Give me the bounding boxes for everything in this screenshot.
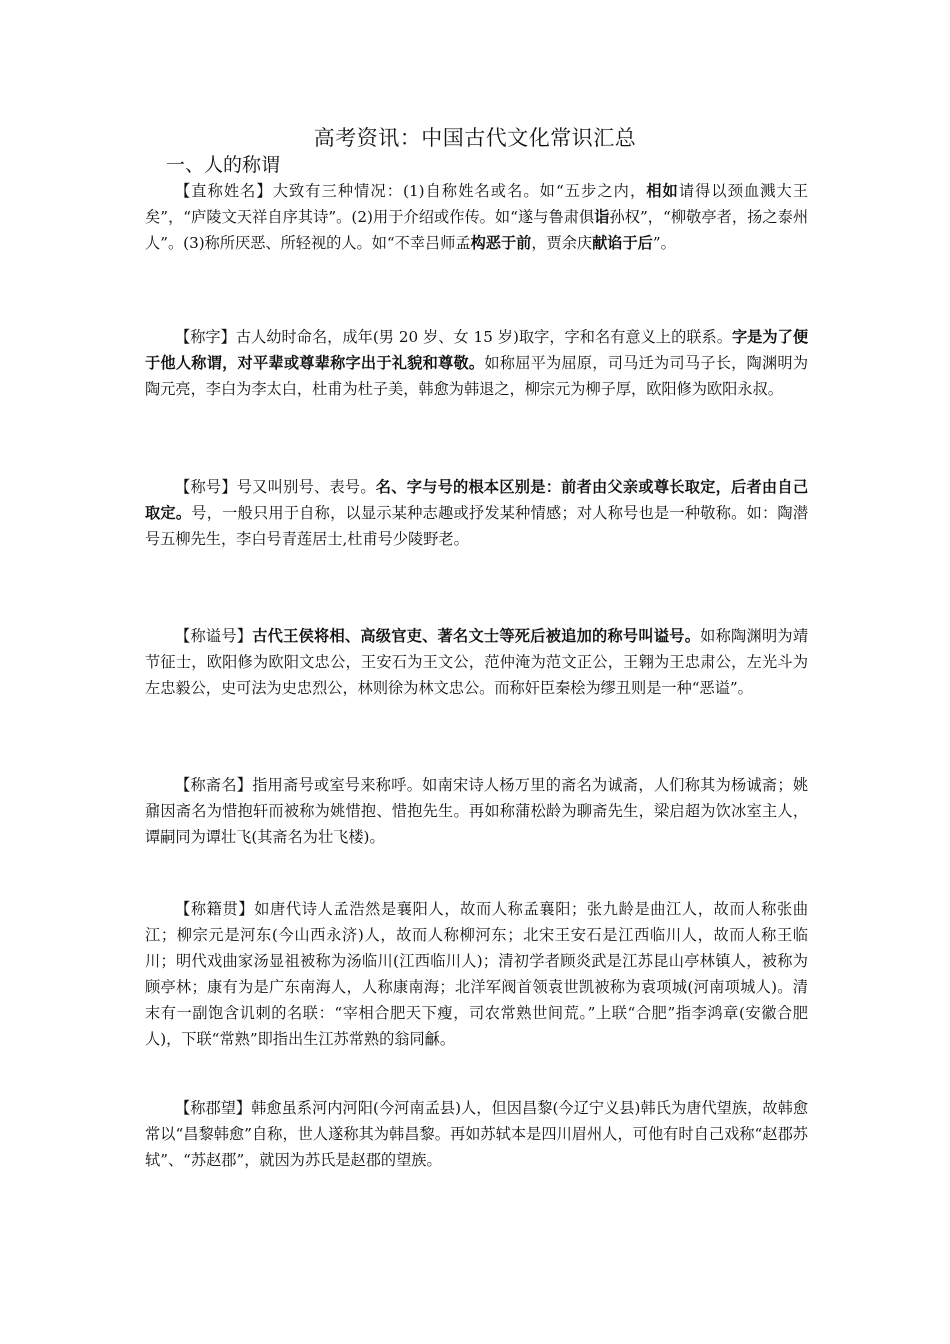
paragraph-direct-name <box>145 178 808 256</box>
paragraph-courtesy-name <box>145 324 808 402</box>
emphasis-text: 古代王侯将相、高级官吏、著名文士等死后被追加的称号叫谥号。 <box>252 627 701 645</box>
paragraph-text: ”。 <box>652 234 676 252</box>
document-title: 高考资讯：中国古代文化常识汇总 <box>313 126 637 150</box>
paragraph-text: ，贾余庆 <box>531 234 593 252</box>
paragraph-art-name <box>145 474 808 552</box>
paragraph-text: 请得以颈血溅大王矣”，“庐陵文天祥自序其诗”。(2)用于介绍或作传。如“遂与鲁肃俱 <box>145 182 809 226</box>
paragraph-text: 如称屈平为屈原，司马迁为司马子长，陶渊明为陶元亮，李白为李太白，杜甫为杜子美，韩愈为韩退之，柳宗元为柳子厚，欧阳修为欧阳永叔。 <box>145 354 809 398</box>
emphasis-text: 相如 <box>646 182 679 200</box>
emphasis-text: 献谄于后 <box>592 234 653 252</box>
paragraph-text: 如称陶渊明为靖节征士，欧阳修为欧阳文忠公，王安石为王文公，范仲淹为范文正公，王翱为王忠肃公，左光斗为左忠毅公，史可法为史忠烈公，林则徐为林文忠公。而称奸臣秦桧为缪丑则是一种“恶谥”。 <box>145 627 809 697</box>
paragraph-text: 号，一般只用于自称，以显示某种志趣或抒发某种情感；对人称号也是一种敬称。如：陶潜号五柳先生，李白号青莲居士,杜甫号少陵野老。 <box>145 504 809 548</box>
paragraph-text: 大致有三种情况：(1)自称姓名或名。如“五步之内， <box>272 182 647 200</box>
paragraph-clan-origin <box>145 1095 808 1173</box>
paragraph-text: 古人幼时命名，成年(男 20 岁、女 15 岁)取字，字和名有意义上的联系。 <box>235 328 732 346</box>
paragraph-studio-name <box>145 772 808 850</box>
paragraph-posthumous-name <box>145 623 808 701</box>
emphasis-text: 构恶于前 <box>470 234 532 252</box>
paragraph-text: 指用斋号或室号来称呼。如南宋诗人杨万里的斋名为诚斋，人们称其为杨诚斋；姚鼐因斋名为惜抱轩而被称为姚惜抱、惜抱先生。再如称蒲松龄为聊斋先生，梁启超为饮冰室主人，谭嗣同为谭壮飞(其斋名为壮飞楼)。 <box>145 776 809 846</box>
paragraph-text: 号又叫别号、表号。 <box>236 478 376 496</box>
paragraph-tag: 【称谥号】 <box>175 627 253 645</box>
paragraph-tag: 【称斋名】 <box>175 776 253 794</box>
paragraph-text: 孙权”，“柳敬亭者，扬之泰州人”。(3)称所厌恶、所轻视的人。如“不幸吕师孟 <box>145 208 809 252</box>
paragraph-text: 韩愈虽系河内河阳(今河南孟县)人，但因昌黎(今辽宁义县)韩氏为唐代望族，故韩愈常以“昌黎韩愈”自称，世人遂称其为韩昌黎。再如苏轼本是四川眉州人，可他有时自己戏称“赵郡苏轼”、“苏赵郡”，就因为苏氏是赵郡的望族。 <box>145 1099 809 1169</box>
paragraph-tag: 【直称姓名】 <box>175 182 273 200</box>
paragraph-tag: 【称郡望】 <box>175 1099 252 1117</box>
paragraph-tag: 【称籍贯】 <box>175 900 255 918</box>
emphasis-text: 名、字与号的根本区别是：前者由父亲或尊长取定，后者由自己取定。 <box>145 478 809 522</box>
paragraph-tag: 【称字】 <box>175 328 236 346</box>
emphasis-text: 字是为了便于他人称谓，对平辈或尊辈称字出于礼貌和尊敬。 <box>145 328 809 372</box>
emphasis-text: 诣 <box>594 208 610 226</box>
paragraph-native-place <box>145 896 808 1052</box>
paragraph-text: 如唐代诗人孟浩然是襄阳人，故而人称孟襄阳；张九龄是曲江人，故而人称张曲江；柳宗元是河东(今山西永济)人，故而人称柳河东；北宋王安石是江西临川人，故而人称王临川；明代戏曲家汤显祖被称为汤临川(江西临川人)；清初学者顾炎武是江苏昆山亭林镇人，被称为顾亭林；康有为是广东南海人，人称康南海；北洋军阀首领袁世凯被称为袁项城(河南项城人)。清末有一副饱含讥刺的名联：“宰相合肥天下瘦，司农常熟世间荒。”上联“合肥”指李鸿章(安徽合肥人)，下联“常熟”即指出生江苏常熟的翁同龢。 <box>145 900 809 1048</box>
paragraph-tag: 【称号】 <box>175 478 237 496</box>
section-heading: 一、人的称谓 <box>166 154 281 176</box>
